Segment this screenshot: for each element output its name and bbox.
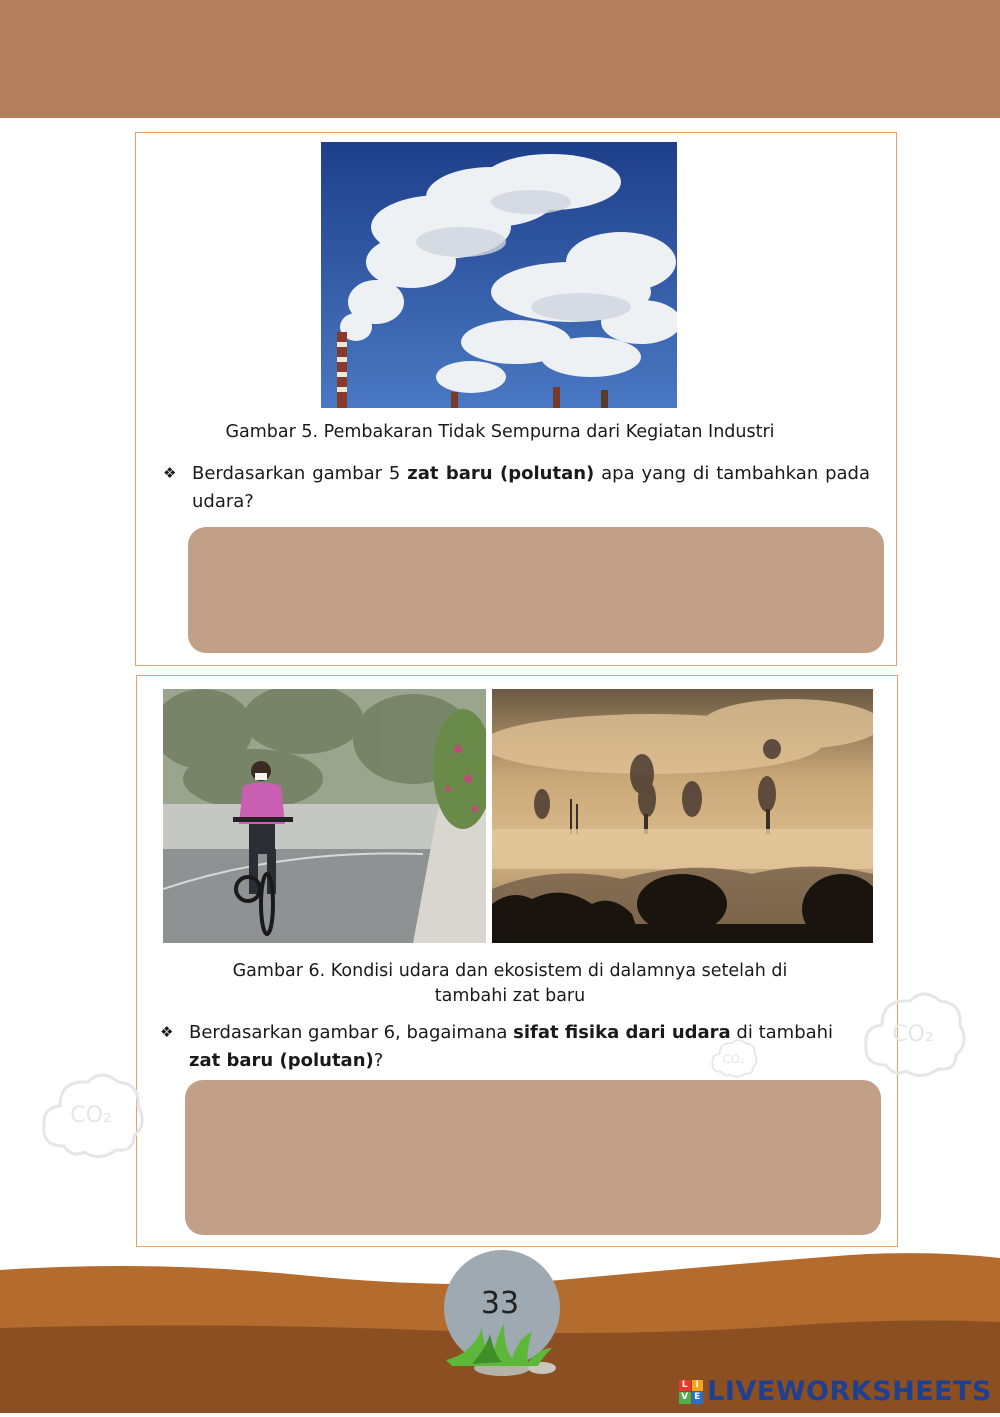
liveworksheets-logo[interactable] <box>679 1376 992 1407</box>
cyclist-smog-photo <box>163 689 486 943</box>
header-band <box>0 0 1000 118</box>
co2-cloud-icon <box>706 1036 762 1080</box>
figure-6-caption <box>160 959 860 1009</box>
answer-field-1[interactable] <box>188 527 884 653</box>
question-2-keyword-1: sifat fisika dari udara <box>513 1022 731 1043</box>
question-1-keyword: zat baru (polutan) <box>407 463 595 484</box>
svg-text:CO₂: CO₂ <box>70 1103 112 1128</box>
bullet-icon: ❖ <box>163 464 177 482</box>
question-2-keyword-2: zat baru (polutan) <box>189 1050 374 1071</box>
co2-cloud-icon <box>36 1066 148 1164</box>
question-2: Berdasarkan gambar 6, bagaimana sifat fisika dari udara di tambahi zat baru (polutan)? <box>189 1022 834 1071</box>
co2-cloud-icon <box>858 985 970 1083</box>
figure-6-caption-line-2: tambahi zat baru <box>434 986 586 1006</box>
figure-6-caption-line-1: Gambar 6. Kondisi udara dan ekosistem di dalamnya setelah di <box>232 961 788 981</box>
question-1: Berdasarkan gambar 5 zat baru (polutan) apa yang di tambahkan pada udara? <box>192 463 871 512</box>
figure-5-caption-text: Gambar 5. Pembakaran Tidak Sempurna dari Kegiatan Industri <box>225 422 775 442</box>
answer-field-2[interactable] <box>185 1080 881 1235</box>
figure-5-caption <box>160 420 840 445</box>
grass-icon <box>442 1318 560 1380</box>
brand-logo-icon: L I V E <box>679 1380 703 1404</box>
svg-text:CO₂: CO₂ <box>892 1022 934 1047</box>
industrial-smoke-photo <box>321 142 677 408</box>
polluted-landscape-photo <box>492 689 873 943</box>
svg-text:CO₂: CO₂ <box>722 1051 745 1066</box>
page-number: 33 <box>480 1286 520 1321</box>
bullet-icon: ❖ <box>160 1023 174 1041</box>
brand-text: LIVEWORKSHEETS <box>707 1376 992 1407</box>
